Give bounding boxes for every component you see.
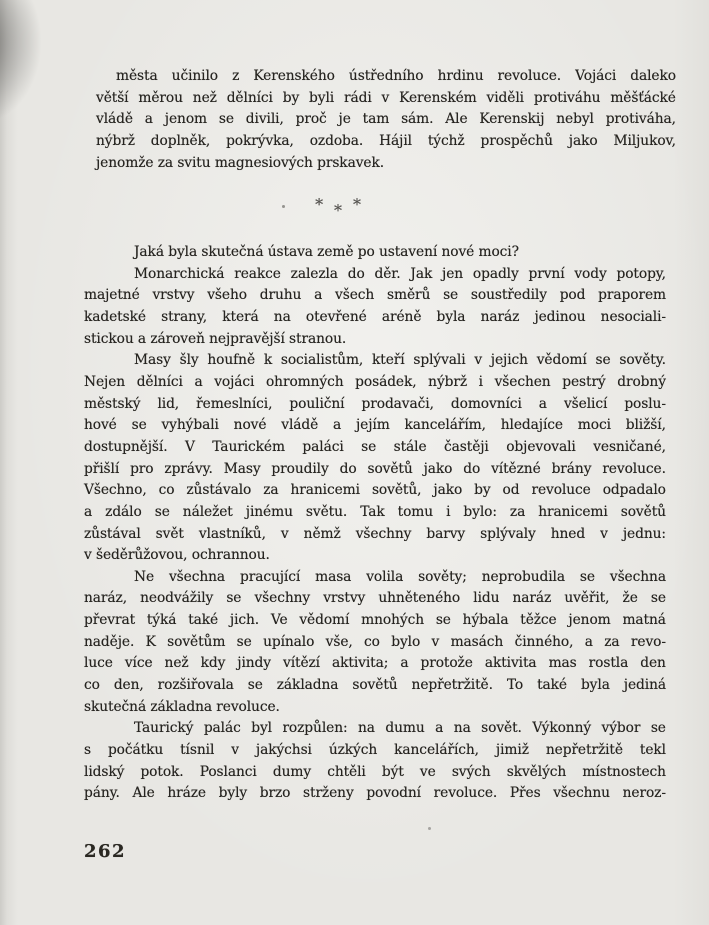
text-line: jenomže za svitu magnesiových prskavek. xyxy=(96,154,384,171)
text-line: hové se vyhýbali nové vládě a jejím kancelářím, hledajíce moci bližší, xyxy=(84,417,666,434)
ink-speck-icon xyxy=(428,827,431,830)
asterisk-icon: * xyxy=(334,201,342,221)
text-line: dostupnější. V Taurickém paláci se stále častěji objevovali vesničané, xyxy=(84,438,666,455)
paragraph xyxy=(84,350,666,566)
text-line: Ne všechna pracující masa volila sověty; neprobudila se všechna xyxy=(134,568,666,585)
text-line: naděje. K sovětům se upínalo vše, co bylo v masách činného, a za revo- xyxy=(84,633,666,650)
text-line: skutečná základna revoluce. xyxy=(84,698,280,715)
paragraph xyxy=(96,66,676,174)
text-line: naráz, neodvážily se všechny vrstvy uhněteného lidu naráz uvěřit, že se xyxy=(84,590,666,607)
text-line: zůstával svět vlastníků, v němž všechny barvy splývaly hned v jednu: xyxy=(84,525,666,542)
paragraph-group-main xyxy=(84,242,666,805)
paragraph-group-top xyxy=(84,66,676,174)
text-line: přišlí pro zprávy. Masy proudily do sovětů jako do vítězné brány revoluce. xyxy=(84,460,666,477)
text-line: Všechno, co zůstávalo za hranicemi sovětů, jako by od revoluce odpadalo xyxy=(84,482,666,499)
paragraph xyxy=(84,264,666,351)
text-line: Jaká byla skutečná ústava země po ustavení nové moci? xyxy=(134,244,519,261)
text-line: s počátku tísnil v jakýchsi úzkých kancelářích, jimiž nepřetržitě tekl xyxy=(84,741,666,758)
text-block xyxy=(84,66,676,805)
ink-speck-icon xyxy=(282,205,285,208)
text-line: lidský potok. Poslanci dumy chtěli být ve svých skvělých místnostech xyxy=(84,763,666,780)
text-line: města učinilo z Kerenského ústředního hrdinu revoluce. Vojáci daleko xyxy=(116,68,676,84)
text-line: majetné vrstvy všeho druhu a všech směrů se soustředily pod praporem xyxy=(84,287,666,304)
text-line: kadetské strany, která na otevřené aréně byla naráz jedinou nesociali- xyxy=(84,309,666,326)
text-line: Taurický palác byl rozpůlen: na dumu a na sovět. Výkonný výbor se xyxy=(134,720,666,737)
text-line: luce více než kdy jindy vítězí aktivita; a protože aktivita mas rostla den xyxy=(84,655,666,672)
text-line: Masy šly houfně k socialistům, kteří splývali v jejich vědomí se sověty. xyxy=(134,352,666,369)
text-line: větší měrou než dělníci by byli rádi v Kerenském viděli protiváhu měšťácké xyxy=(96,89,676,106)
text-line: Nejen dělníci a vojáci ohromných posádek, nýbrž i všechen pestrý drobný xyxy=(84,374,666,391)
paragraph xyxy=(84,242,666,264)
page-number: 262 xyxy=(84,841,127,862)
paragraph xyxy=(84,567,666,718)
text-line: pány. Ale hráze byly brzo strženy povodní revoluce. Přes všechnu neroz- xyxy=(84,785,666,802)
text-line: v šeděrůžovou, ochrannou. xyxy=(84,547,270,564)
text-line: vládě a jenom se divili, proč je tam sám. Ale Kerenskij nebyl protiváha, xyxy=(96,111,676,128)
text-line: nýbrž doplněk, pokrývka, ozdoba. Hájil týchž prospěchů jako Miljukov, xyxy=(96,132,676,149)
asterisk-icon: * xyxy=(315,195,324,215)
asterisk-icon: * xyxy=(352,195,361,215)
text-line: městský lid, řemeslníci, pouliční prodavači, domovníci a všelicí poslu- xyxy=(84,395,666,412)
section-separator xyxy=(47,174,629,242)
text-line: stickou a zároveň nejpravější stranou. xyxy=(84,330,347,347)
paragraph xyxy=(84,718,666,805)
text-line: a zdálo se náležet jinému světu. Tak tomu i bylo: za hranicemi sovětů xyxy=(84,503,666,520)
text-line: Monarchická reakce zalezla do děr. Jak jen opadly první vody potopy, xyxy=(134,265,666,282)
text-line: co den, rozšiřovala se základna sovětů nepřetržitě. To také byla jediná xyxy=(84,677,666,694)
text-line: převrat týká také jich. Ve vědomí mnohých se hýbala těžce jenom matná xyxy=(84,612,666,629)
